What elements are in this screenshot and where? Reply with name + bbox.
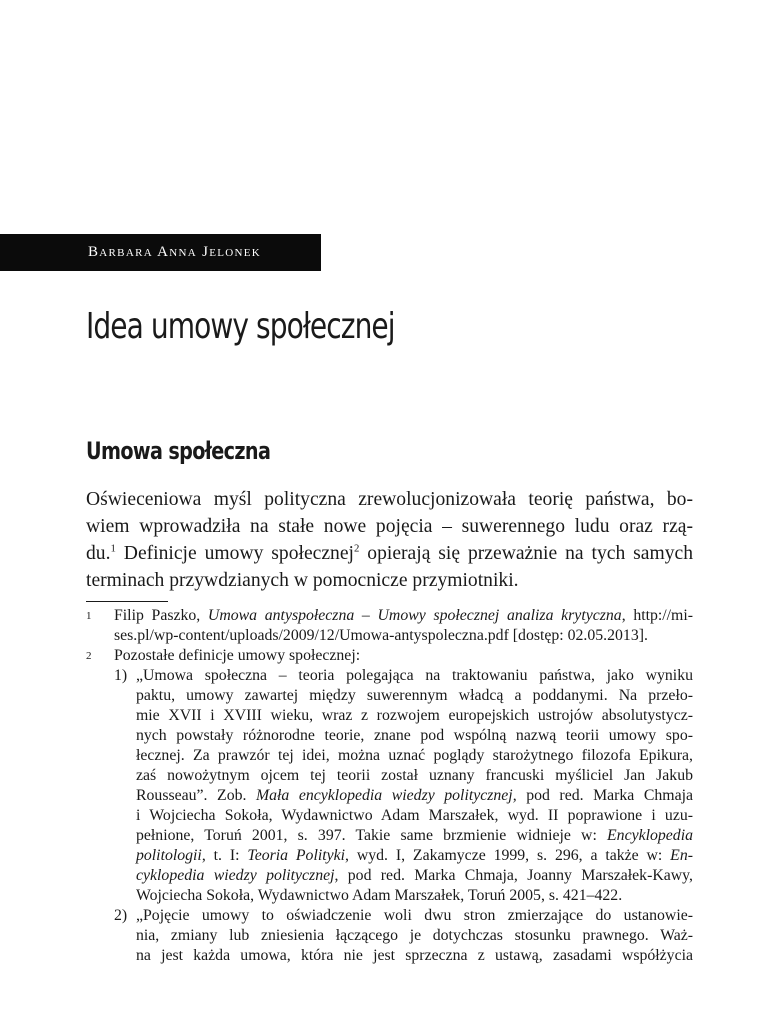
footnote-number: 2 <box>86 650 92 662</box>
footnote-line: i Wojciecha Sokoła, Wydawnictwo Adam Marszałek, wyd. II poprawione i uzu- <box>136 807 693 824</box>
paragraph-line: Oświeceniowa myśl polityczna zrewolucjonizowała teorię państwa, bo- <box>86 489 693 510</box>
footnote-line: cyklopedia wiedzy politycznej, pod red. Marka Chmaja, Joanny Marszałek-Kawy, <box>136 867 693 884</box>
author-banner <box>0 234 321 271</box>
definition-item-2 <box>86 906 693 966</box>
list-number: 1) <box>114 667 128 684</box>
footnote-separator <box>86 601 168 602</box>
footnotes <box>86 606 693 966</box>
footnote-line: zaś nowożytnym ojcem tej teorii został uznany francuski myśliciel Jan Jakub <box>136 767 693 784</box>
footnote-line: nia, zmiany lub zniesienia łączącego je dotychczas stosunku prawnego. Waż- <box>136 927 693 944</box>
footnote-ref-1[interactable]: 1 <box>110 542 116 555</box>
paragraph-line: du.$^1$ Definicje umowy społecznej$^2$ opierają się przeważnie na tych samych <box>86 542 694 564</box>
footnote-2 <box>86 646 693 666</box>
list-number: 2) <box>114 907 128 924</box>
footnote-line: „Pojęcie umowy to oświadczenie woli dwu stron zmierzające do ustanowie- <box>136 907 693 924</box>
footnote-line: ses.pl/wp-content/uploads/2009/12/Umowa-antyspoleczna.pdf [dostęp: 02.05.2013]. <box>114 627 648 644</box>
footnote-line: „Umowa społeczna – teoria polegająca na traktowaniu państwa, jako wyniku <box>136 667 693 684</box>
footnote-1 <box>86 606 693 646</box>
footnote-line: łecznej. Za prawzór tej idei, można uznać poglądy starożytnego filozofa Epikura, <box>136 747 693 764</box>
footnote-line: mie XVII i XVIII wieku, wraz z rozwojem europejskich ustrojów absolutystycz- <box>136 707 693 724</box>
paragraph-line: wiem wprowadziła na stałe nowe pojęcia – suwerennego ludu oraz rzą- <box>86 516 693 537</box>
footnote-intro: Pozostałe definicje umowy społecznej: <box>114 647 361 664</box>
footnote-line: Filip Paszko, Umowa antyspołeczna – Umowy społecznej analiza krytyczna, http://mi- <box>114 607 693 624</box>
footnote-line: Wojciecha Sokoła, Wydawnictwo Adam Marszałek, Toruń 2005, s. 421–422. <box>136 887 623 904</box>
footnote-line: pełnione, Toruń 2001, s. 397. Takie same brzmienie widnieje w: Encyklopedia <box>136 827 693 844</box>
footnote-line: Rousseau”. Zob. Mała encyklopedia wiedzy politycznej, pod red. Marka Chmaja <box>136 787 693 804</box>
body-paragraph <box>86 486 693 594</box>
footnote-number: 1 <box>86 610 92 622</box>
chapter-title: Idea umowy społecznej <box>86 306 395 347</box>
footnote-line: nych powstały różnorodne teorie, znane pod wspólną nazwą teorii umowy spo- <box>136 727 693 744</box>
footnote-line: na jest każda umowa, która nie jest sprzeczna z ustawą, zasadami współżycia <box>136 947 693 964</box>
section-heading: Umowa społeczna <box>86 437 271 465</box>
definition-item-1 <box>86 666 693 906</box>
author-name: Barbara Anna Jelonek <box>88 244 262 260</box>
footnote-line: politologii, t. I: Teoria Polityki, wyd. I, Zakamycze 1999, s. 296, a także w: En- <box>136 847 693 864</box>
footnote-line: paktu, umowy zawartej między suwerennym władcą a poddanymi. Na przeło- <box>136 687 693 704</box>
paragraph-line: terminach przywdzianych w pomocnicze przymiotniki. <box>86 570 519 591</box>
footnote-ref-2[interactable]: 2 <box>354 542 360 555</box>
